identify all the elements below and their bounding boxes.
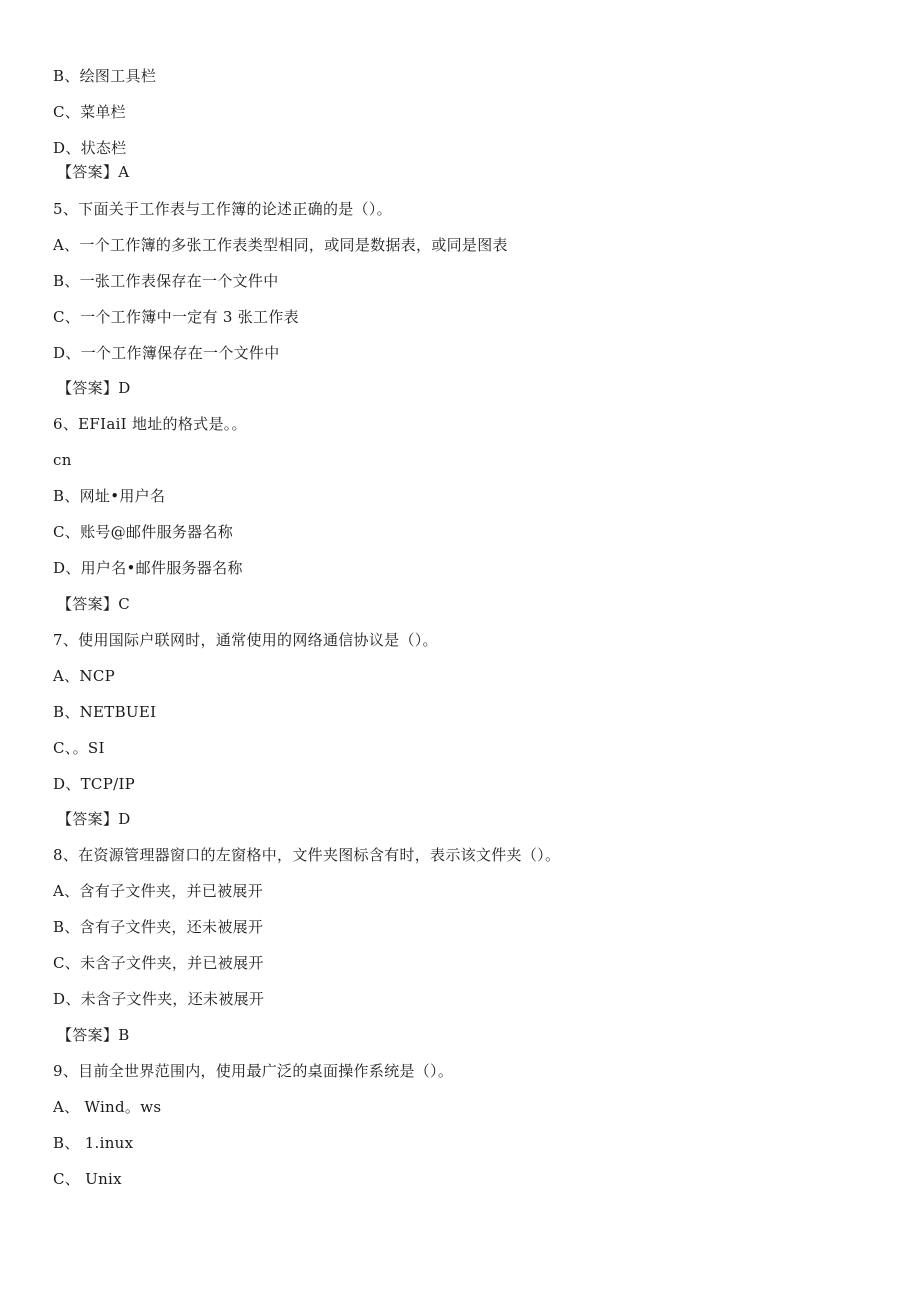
- option-a-line: A、 Wind。ws: [53, 1098, 162, 1116]
- option-d-line: D、未含子文件夹，还未被展开: [53, 990, 265, 1008]
- option-a-line: cn: [53, 451, 72, 469]
- option-b-line: B、网址•用户名: [53, 487, 166, 505]
- option-d-line: D、TCP/IP: [53, 775, 136, 793]
- answer-line: 【答案】A: [57, 163, 130, 181]
- option-d-line: D、状态栏: [53, 139, 127, 157]
- option-c-line: C、菜单栏: [53, 103, 126, 121]
- answer-line: 【答案】D: [57, 810, 131, 828]
- question-7: 7、使用国际户联网时，通常使用的网络通信协议是（）。: [53, 631, 438, 649]
- option-c-line: C、账号@邮件服务器名称: [53, 523, 234, 541]
- option-a-line: A、含有子文件夹，并已被展开: [53, 882, 264, 900]
- option-c-line: C、。SI: [53, 739, 105, 757]
- question-8: 8、在资源管理器窗口的左窗格中，文件夹图标含有时，表示该文件夹（）。: [53, 846, 561, 864]
- option-b-line: B、一张工作表保存在一个文件中: [53, 272, 279, 290]
- answer-line: 【答案】C: [57, 595, 130, 613]
- option-b-line: B、含有子文件夹，还未被展开: [53, 918, 264, 936]
- option-d-line: D、用户名•邮件服务器名称: [53, 559, 243, 577]
- option-c-line: C、未含子文件夹，并已被展开: [53, 954, 264, 972]
- answer-line: 【答案】D: [57, 379, 131, 397]
- question-9: 9、目前全世界范围内，使用最广泛的桌面操作系统是（）。: [53, 1062, 454, 1080]
- option-c-line: C、 Unix: [53, 1170, 122, 1188]
- question-6: 6、EFIaiI 地址的格式是。。: [53, 415, 247, 433]
- option-b-line: B、 1.inux: [53, 1134, 134, 1152]
- option-a-line: A、一个工作簿的多张工作表类型相同，或同是数据表，或同是图表: [53, 236, 508, 254]
- option-b-line: B、NETBUEI: [53, 703, 157, 721]
- option-c-line: C、一个工作簿中一定有 3 张工作表: [53, 308, 299, 326]
- answer-line: 【答案】B: [57, 1026, 130, 1044]
- option-b-line: B、绘图工具栏: [53, 67, 157, 85]
- option-a-line: A、NCP: [53, 667, 116, 685]
- question-5: 5、下面关于工作表与工作簿的论述正确的是（）。: [53, 200, 392, 218]
- option-d-line: D、一个工作簿保存在一个文件中: [53, 344, 280, 362]
